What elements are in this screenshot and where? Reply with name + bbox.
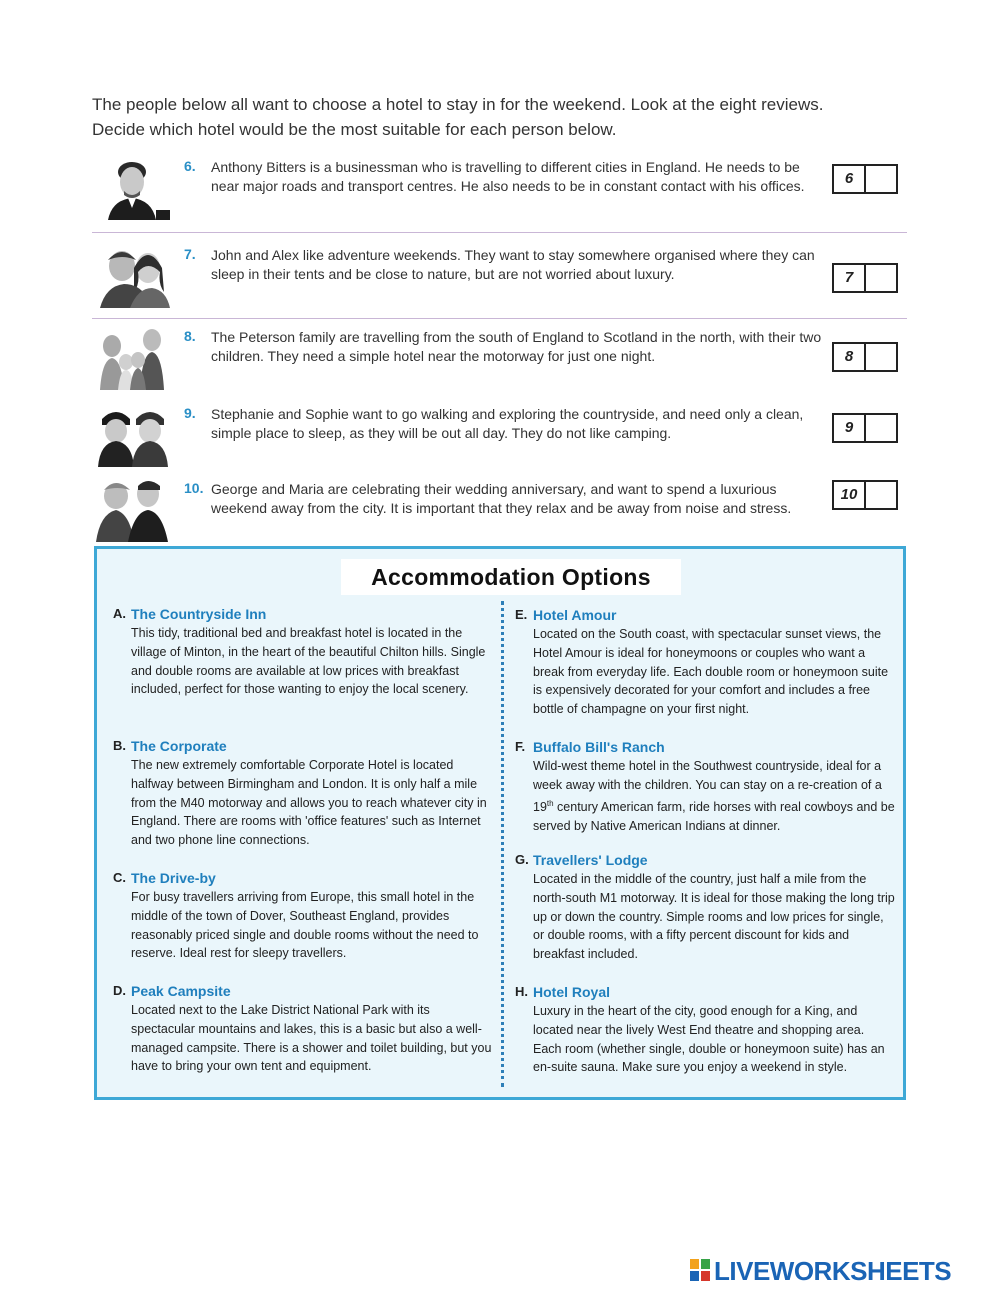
answer-box-7 bbox=[832, 263, 898, 293]
answer-label: 9 bbox=[834, 415, 866, 441]
answer-input-10[interactable] bbox=[866, 482, 896, 508]
question-number: 8. bbox=[184, 328, 196, 344]
divider bbox=[92, 232, 907, 233]
answer-label: 8 bbox=[834, 344, 866, 370]
liveworksheets-logo-icon bbox=[690, 1259, 710, 1281]
option-letter: D. bbox=[113, 983, 126, 998]
option-description: Located next to the Lake District National Park with its spectacular mountains and lakes, this is a basic but also a well-managed campsite. There is a shower and toilet building, but you have to bring your own tent and equipment. bbox=[131, 1003, 492, 1074]
question-number: 6. bbox=[184, 158, 196, 174]
answer-input-7[interactable] bbox=[866, 265, 896, 291]
question-7 bbox=[92, 246, 902, 316]
question-number: 10. bbox=[184, 480, 204, 496]
option-name: Travellers' Lodge bbox=[533, 852, 648, 868]
answer-label: 7 bbox=[834, 265, 866, 291]
question-text: George and Maria are celebrating their wedding anniversary, and want to spend a luxurious weekend away from the city. It is important that they relax and be away from noise and stress. bbox=[211, 481, 792, 516]
option-description: Luxury in the heart of the city, good enough for a King, and located near the lively West End theatre and shopping area. Each room (whether single, double or honeymoon suite) has an en-suite sauna. Make sure you enjoy a weekend in style. bbox=[533, 1004, 885, 1075]
two-women-photo bbox=[94, 405, 170, 467]
option-name: The Countryside Inn bbox=[131, 606, 267, 622]
question-text: Stephanie and Sophie want to go walking and exploring the countryside, and need only a clean, simple place to sleep, as they will be out all day. They do not like camping. bbox=[211, 406, 804, 441]
option-name: Buffalo Bill's Ranch bbox=[533, 739, 665, 755]
answer-input-6[interactable] bbox=[866, 166, 896, 192]
option-description-part: Wild-west theme hotel in the Southwest countryside, ideal for a week away with the children. You can stay on a re-creation of a 19 bbox=[533, 759, 882, 814]
answer-box-6 bbox=[832, 164, 898, 194]
option-name: Hotel Royal bbox=[533, 984, 611, 1000]
answer-input-8[interactable] bbox=[866, 344, 896, 370]
option-letter: E. bbox=[515, 607, 528, 622]
option-description: For busy travellers arriving from Europe, this small hotel in the middle of the town of Dover, Southeast England, provides reasonably priced single and double rooms without the need to reserve. Ideal rest for sleepy travellers. bbox=[131, 890, 479, 961]
option-description: Located on the South coast, with spectacular sunset views, the Hotel Amour is ideal for honeymoons or couples who want a break from everyday life. Each double room or honeymoon suite is expensively decorated for your comfort and includes a free bottle of champagne on your first night. bbox=[533, 627, 889, 717]
question-9 bbox=[92, 405, 902, 475]
option-letter: B. bbox=[113, 738, 126, 753]
question-number: 7. bbox=[184, 246, 196, 262]
option-name: Hotel Amour bbox=[533, 607, 617, 623]
divider bbox=[92, 318, 907, 319]
option-name: Peak Campsite bbox=[131, 983, 231, 999]
question-8 bbox=[92, 328, 902, 398]
option-name: The Drive-by bbox=[131, 870, 216, 886]
option-description-part: century American farm, ride horses with real cowboys and be served by Native American Indians at dinner. bbox=[533, 799, 895, 833]
option-letter: H. bbox=[515, 984, 528, 999]
accommodation-options-panel bbox=[94, 546, 906, 1100]
panel-title: Accommodation Options bbox=[341, 559, 681, 595]
family-photo bbox=[94, 328, 170, 390]
option-letter: G. bbox=[515, 852, 529, 867]
question-text: Anthony Bitters is a businessman who is travelling to different cities in England. He needs to be near major roads and transport centres. He also needs to be in constant contact with his offices. bbox=[211, 159, 805, 194]
couple-photo bbox=[94, 246, 170, 308]
businessman-photo bbox=[94, 158, 170, 220]
answer-box-9 bbox=[832, 413, 898, 443]
option-letter: A. bbox=[113, 606, 126, 621]
option-description: The new extremely comfortable Corporate Hotel is located halfway between Birmingham and London. It is only half a mile from the M40 motorway and allows you to reach whatever city in England. There are rooms with 'office features' such as Internet and two phone line connections. bbox=[131, 758, 487, 848]
question-number: 9. bbox=[184, 405, 196, 421]
question-10 bbox=[92, 480, 902, 550]
answer-input-9[interactable] bbox=[866, 415, 896, 441]
answer-box-10 bbox=[832, 480, 898, 510]
option-letter: C. bbox=[113, 870, 126, 885]
option-name: The Corporate bbox=[131, 738, 227, 754]
answer-box-8 bbox=[832, 342, 898, 372]
option-description bbox=[533, 757, 895, 835]
question-text: The Peterson family are travelling from the south of England to Scotland in the north, with their two children. They need a simple hotel near the motorway for just one night. bbox=[211, 329, 822, 364]
option-description: Located in the middle of the country, just half a mile from the north-south M1 motorway. It is ideal for those making the long trip up or down the country. Simple rooms and low prices for single, or double rooms, with a fifty percent discount for kids and breakfast included. bbox=[533, 872, 895, 962]
question-text: John and Alex like adventure weekends. They want to stay somewhere organised where they can sleep in their tents and be close to nature, but are not worried about luxury. bbox=[211, 247, 815, 282]
instructions-line-2: Decide which hotel would be the most suitable for each person below. bbox=[92, 120, 617, 139]
column-divider bbox=[501, 601, 504, 1087]
instructions bbox=[92, 92, 922, 142]
answer-label: 6 bbox=[834, 166, 866, 192]
question-6 bbox=[92, 158, 902, 228]
option-letter: F. bbox=[515, 739, 526, 754]
ordinal-superscript: th bbox=[546, 798, 554, 808]
option-description: This tidy, traditional bed and breakfast hotel is located in the village of Minton, in the heart of the beautiful Chilton hills. Single and double rooms are available at low prices with breakfast included, perfect for those wanting to enjoy the local scenery. bbox=[131, 626, 486, 697]
instructions-line-1: The people below all want to choose a hotel to stay in for the weekend. Look at the eight reviews. bbox=[92, 95, 824, 114]
couple-anniversary-photo bbox=[94, 480, 170, 542]
answer-label: 10 bbox=[834, 482, 866, 508]
brand-name: LIVEWORKSHEETS bbox=[714, 1256, 952, 1286]
